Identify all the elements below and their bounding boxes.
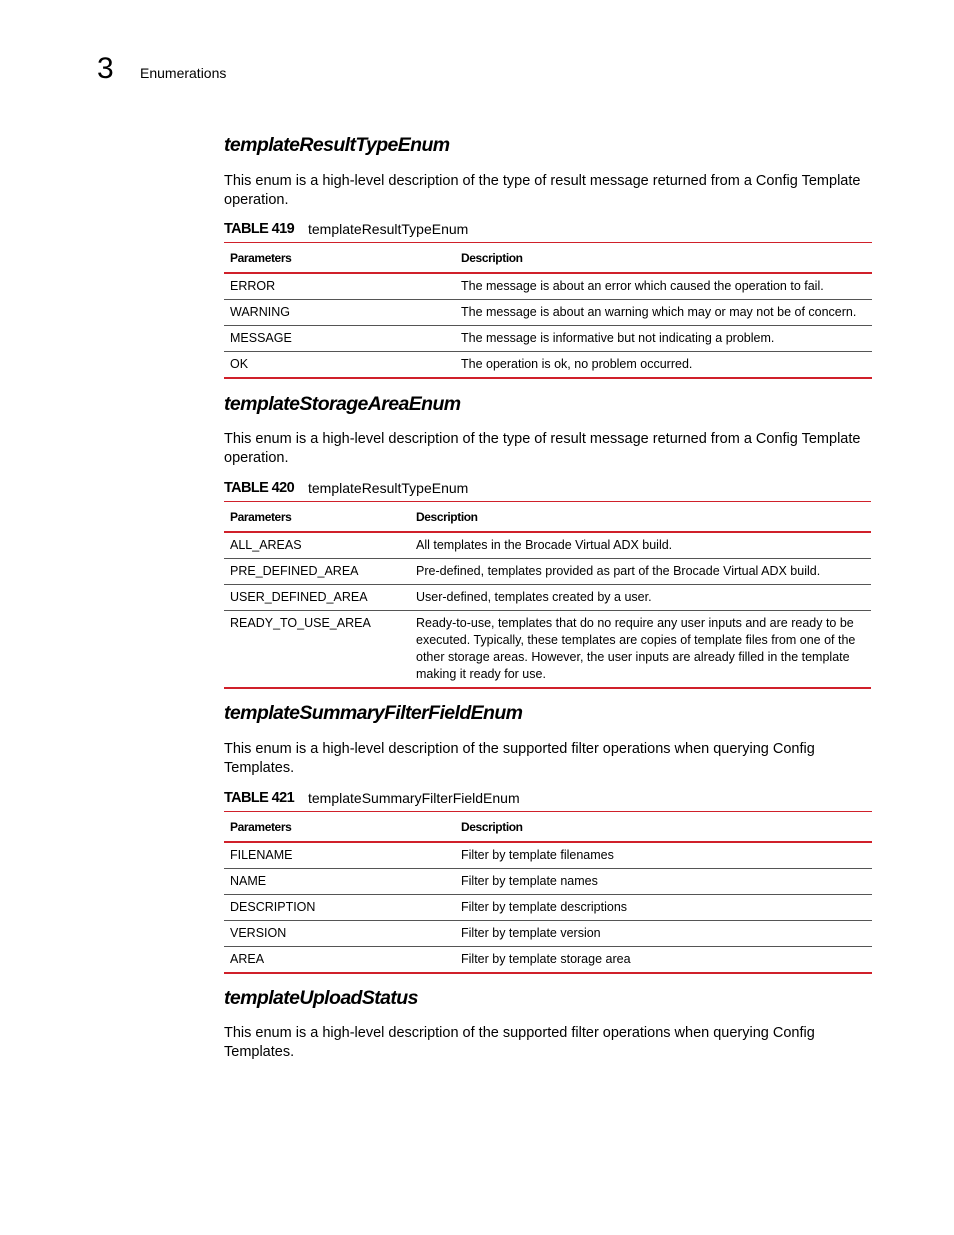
param-cell: MESSAGE xyxy=(224,326,455,352)
table-caption-text: templateResultTypeEnum xyxy=(308,480,469,496)
table-row xyxy=(224,532,871,559)
header-description: Description xyxy=(455,812,872,843)
description-cell: Filter by template version xyxy=(455,921,872,947)
section-description: This enum is a high-level description of the supported filter operations when querying Config Templates. xyxy=(224,741,815,776)
param-cell: USER_DEFINED_AREA xyxy=(224,585,410,611)
table-row xyxy=(224,326,872,352)
enum-table xyxy=(224,242,872,379)
param-cell: ALL_AREAS xyxy=(224,532,410,559)
header-description: Description xyxy=(410,502,871,533)
description-cell: Filter by template names xyxy=(455,869,872,895)
description-cell: The message is informative but not indicating a problem. xyxy=(455,326,872,352)
param-cell: READY_TO_USE_AREA xyxy=(230,616,371,630)
param-cell: PRE_DEFINED_AREA xyxy=(224,559,410,585)
header-parameters: Parameters xyxy=(224,502,410,533)
section-template-result-type-enum xyxy=(224,133,872,379)
table-row xyxy=(224,273,872,300)
header-parameters: Parameters xyxy=(224,812,455,843)
param-cell: FILENAME xyxy=(224,842,455,869)
param-cell: VERSION xyxy=(224,921,455,947)
table-number: TABLE 420 xyxy=(224,480,295,496)
enum-table xyxy=(224,811,872,974)
table-caption xyxy=(224,479,872,497)
param-cell: DESCRIPTION xyxy=(224,895,455,921)
param-cell: WARNING xyxy=(224,300,455,326)
description-cell: The operation is ok, no problem occurred. xyxy=(461,357,693,371)
param-cell: AREA xyxy=(230,952,265,966)
param-cell: ERROR xyxy=(224,273,455,300)
table-caption-text: templateResultTypeEnum xyxy=(308,221,469,237)
table-row xyxy=(224,300,872,326)
header-description: Description xyxy=(455,243,872,274)
table-row xyxy=(224,842,872,869)
table-row xyxy=(224,895,872,921)
header-parameters: Parameters xyxy=(224,243,455,274)
table-number: TABLE 421 xyxy=(224,790,295,806)
table-row xyxy=(224,585,871,611)
section-description: This enum is a high-level description of the type of result message returned from a Config Template operation. xyxy=(224,431,861,466)
table-row xyxy=(224,921,872,947)
description-cell: The message is about an error which caused the operation to fail. xyxy=(455,273,872,300)
section-title: templateSummaryFilterFieldEnum xyxy=(224,702,523,724)
description-cell: Filter by template storage area xyxy=(461,952,631,966)
section-title: templateUploadStatus xyxy=(224,987,418,1009)
table-row xyxy=(224,611,871,689)
table-caption xyxy=(224,220,872,238)
section-template-upload-status xyxy=(224,986,872,1061)
chapter-number: 3 xyxy=(97,52,114,85)
param-cell: NAME xyxy=(224,869,455,895)
table-caption xyxy=(224,789,872,807)
description-cell: User-defined, templates created by a user. xyxy=(410,585,871,611)
section-description: This enum is a high-level description of the type of result message returned from a Config Template operation. xyxy=(224,173,861,208)
table-row xyxy=(224,559,871,585)
description-cell: The message is about an warning which may or may not be of concern. xyxy=(455,300,872,326)
table-header-row xyxy=(224,243,872,274)
table-number: TABLE 419 xyxy=(224,221,295,237)
table-row xyxy=(224,869,872,895)
table-header-row xyxy=(224,812,872,843)
description-cell: Pre-defined, templates provided as part of the Brocade Virtual ADX build. xyxy=(410,559,871,585)
table-row xyxy=(224,352,872,379)
table-row xyxy=(224,947,872,974)
description-cell: Filter by template filenames xyxy=(455,842,872,869)
section-title: templateStorageAreaEnum xyxy=(224,393,461,415)
description-cell: Ready-to-use, templates that do no require any user inputs and are ready to be executed. Typically, these templates are copies of template files from one of the other storage areas. However, the user inputs are already filled in the template making it ready for use. xyxy=(416,616,856,681)
description-cell: All templates in the Brocade Virtual ADX build. xyxy=(410,532,871,559)
section-template-summary-filter-field-enum xyxy=(224,701,872,974)
table-caption-text: templateSummaryFilterFieldEnum xyxy=(308,790,520,806)
table-header-row xyxy=(224,502,871,533)
description-cell: Filter by template descriptions xyxy=(455,895,872,921)
section-description: This enum is a high-level description of the supported filter operations when querying Config Templates. xyxy=(224,1025,815,1060)
enum-table xyxy=(224,501,871,689)
chapter-title: Enumerations xyxy=(140,65,227,81)
param-cell: OK xyxy=(230,357,249,371)
section-title: templateResultTypeEnum xyxy=(224,134,450,156)
section-template-storage-area-enum xyxy=(224,392,872,689)
